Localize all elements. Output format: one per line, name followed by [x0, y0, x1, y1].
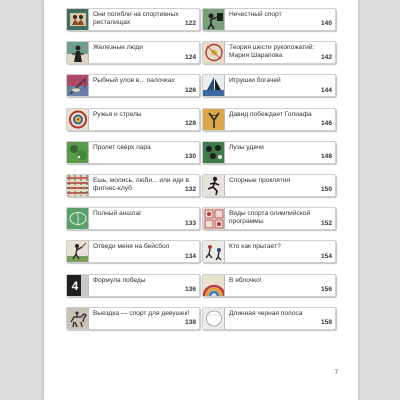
entry-page-number: 144: [320, 86, 332, 94]
jumper-icon: [203, 241, 225, 262]
entry-page-number: 130: [184, 153, 196, 161]
entry-title: Выездка — спорт для девушек!: [93, 309, 190, 317]
entry-page-number: 136: [184, 285, 196, 293]
pattern-icon: [67, 175, 89, 196]
entry-title: Спорные проклятия: [229, 176, 291, 184]
baseball-player-icon: [67, 241, 89, 262]
contents-page: [44, 0, 358, 400]
entry-title: Игрушки богачей: [229, 77, 281, 85]
contents-entry[interactable]: [202, 74, 336, 97]
golf-icon: [67, 142, 89, 163]
wrestlers-icon: [67, 9, 89, 30]
contents-entry[interactable]: [66, 240, 200, 263]
contents-entry[interactable]: [66, 207, 200, 230]
entry-page-number: 156: [320, 285, 332, 293]
contents-column-right: [202, 8, 336, 340]
rainbow-icon: [203, 275, 225, 296]
entry-title: Кто как прыгает?: [229, 243, 281, 251]
entry-page-number: 146: [320, 119, 332, 127]
contents-entry[interactable]: [66, 307, 200, 330]
contents-entry[interactable]: [66, 274, 200, 297]
contents-column-left: [66, 8, 200, 340]
contents-entry[interactable]: [66, 41, 200, 64]
entry-title: Ешь, молись, люби... или иди в фитнес-клуб: [93, 176, 189, 192]
contents-entry[interactable]: [66, 108, 200, 131]
contents-entry[interactable]: [66, 8, 200, 31]
entry-page-number: 124: [184, 53, 196, 61]
sailboat-icon: [203, 75, 225, 96]
entry-title: Железные люди: [93, 44, 143, 52]
entry-title: Ружья и стрелы: [93, 110, 142, 118]
entry-title: Виды спорта олимпийской программы: [229, 210, 311, 225]
entry-title: Давид побеждает Голиафа: [229, 110, 312, 118]
cheater-icon: [203, 9, 225, 30]
billiard-balls-icon: [203, 142, 225, 163]
entry-page-number: 150: [320, 186, 332, 194]
iron-man-icon: [67, 42, 89, 63]
entry-page-number: 154: [320, 252, 332, 260]
tennis-icon: [203, 42, 225, 63]
contents-entry[interactable]: [66, 141, 200, 164]
entry-title: Отведи меня на бейсбол: [93, 243, 170, 251]
contents-entry[interactable]: [202, 207, 336, 230]
contents-entry[interactable]: [202, 141, 336, 164]
contents-entry[interactable]: [66, 174, 200, 197]
entry-page-number: 142: [320, 53, 332, 61]
entry-page-number: 128: [184, 119, 196, 127]
entry-page-number: 122: [184, 20, 196, 28]
contents-entry[interactable]: [202, 41, 336, 64]
formula-number-icon: [67, 275, 89, 296]
entry-page-number: 148: [320, 153, 332, 161]
entry-page-number: 134: [184, 252, 196, 260]
entry-title: Пролет сверх пара: [93, 143, 151, 151]
contents-entry[interactable]: [202, 174, 336, 197]
contents-entry[interactable]: [202, 8, 336, 31]
contents-entry[interactable]: [66, 74, 200, 97]
contents-entry[interactable]: [202, 108, 336, 131]
archery-target-icon: [67, 109, 89, 130]
entry-page-number: 152: [320, 219, 332, 227]
fishing-icon: [67, 75, 89, 96]
entry-title: Полный аншлаг: [93, 210, 142, 218]
contents-entry[interactable]: [202, 240, 336, 263]
page-folio: 7: [334, 370, 338, 376]
entry-page-number: 138: [184, 319, 196, 327]
entry-page-number: 132: [184, 186, 196, 194]
entry-page-number: 126: [184, 86, 196, 94]
entry-page-number: 133: [184, 219, 196, 227]
entry-title: Теория шести рукопожатий: Мария Шарапова: [229, 44, 315, 59]
stadium-icon: [67, 208, 89, 229]
entry-title: В яблочко!: [229, 276, 262, 284]
cue-ball-icon: [203, 308, 225, 329]
formula-number-glyph: 4: [71, 278, 79, 293]
entry-title: Лузы удачи: [229, 143, 264, 151]
entry-title: Формула победы: [93, 276, 146, 284]
entry-title: Длинная черная полоса: [229, 309, 303, 317]
contents-entry[interactable]: [202, 307, 336, 330]
olympic-sports-icon: [203, 208, 225, 229]
entry-page-number: 158: [320, 319, 332, 327]
entry-title: Нечестный спорт: [229, 11, 282, 18]
runner-icon: [203, 175, 225, 196]
entry-title: Они погибли на спортивных ристалищах: [93, 11, 179, 26]
entry-title: Рыбный улов в... палочках: [93, 77, 175, 85]
contents-entry[interactable]: [202, 274, 336, 297]
dressage-horse-icon: [67, 308, 89, 329]
slingshot-icon: [203, 109, 225, 130]
entry-page-number: 140: [320, 20, 332, 28]
